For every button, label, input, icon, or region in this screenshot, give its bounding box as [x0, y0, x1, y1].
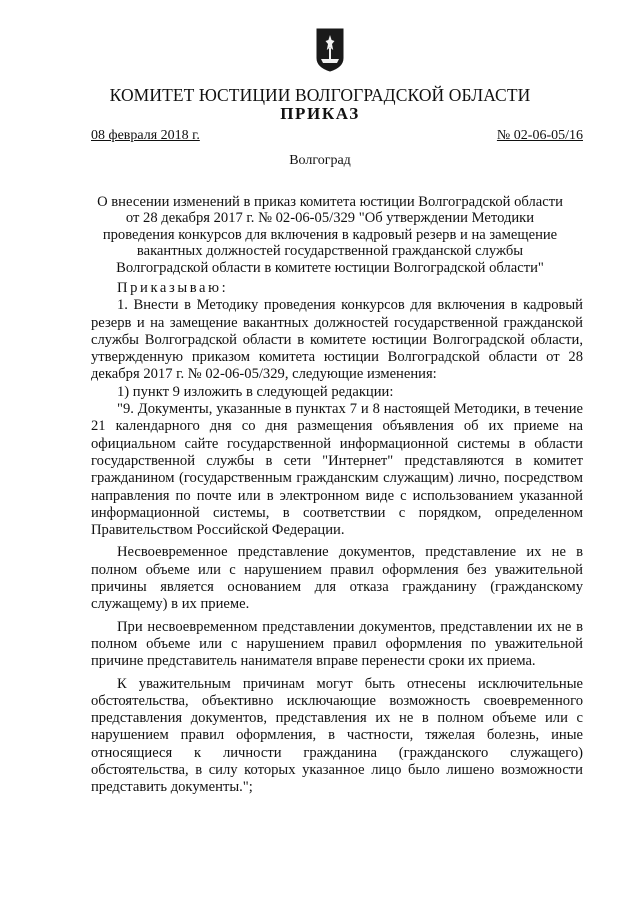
quote-paragraph: При несвоевременном представлении документов, представлении их не в полном объеме или с нарушением правил оформления по уважительной причине представитель нанимателя вправе перенести сроки их приема. — [91, 618, 583, 670]
quote-paragraph: Несвоевременное представление документов, представление их не в полном объеме или с нарушением правил оформления без уважительной причины является основанием для отказа гражданину (гражданскому служащему) в их приеме. — [91, 544, 583, 613]
quote-paragraph: "9. Документы, указанные в пунктах 7 и 8 настоящей Методики, в течение 21 календарного дня со дня размещения объявления об их приеме на официальном сайте государственной информационной системы в области государственной службы в сети "Интернет" представляются в комитет гражданином (государственным гражданским служащим) лично, посредством направления по почте или в электронном виде с использованием указанной информационной системы, в соответствии с порядком, определенном Правительством Российской Федерации. — [91, 401, 583, 539]
order-word: Приказываю: — [117, 280, 229, 296]
coat-of-arms-icon — [316, 28, 344, 72]
document-number: № 02-06-05/16 — [496, 128, 583, 143]
subject-line: от 28 декабря 2017 г. № 02-06-05/329 "Об утверждении Методики — [125, 210, 535, 227]
sub-item-1: 1) пункт 9 изложить в следующей редакции: — [117, 383, 394, 400]
item-1: 1. Внести в Методику проведения конкурсов для включения в кадровый резерв и на замещение вакантных должностей государственной гражданской службы Волгоградской области в комитете юстиции Волгоградской области, утвержденную приказом комитета юстиции Волгоградской области от 28 декабря 2017 г. № 02-06-05/329, следующие изменения: — [91, 297, 583, 383]
quote-paragraph: К уважительным причинам могут быть отнесены исключительные обстоятельства, объективно исключающие возможность своевременного представления документов, представления их не в полном объеме или с нарушением правил оформления, в частности, тяжелая болезнь, иные относящиеся к личности гражданина (гражданского служащего) обстоятельства, в силу которых указанное лицо было лишено возможности представить документы."; — [91, 675, 583, 796]
subject-line: О внесении изменений в приказ комитета юстиции Волгоградской области — [97, 194, 563, 210]
organization-name: КОМИТЕТ ЮСТИЦИИ ВОЛГОГРАДСКОЙ ОБЛАСТИ — [109, 85, 531, 105]
document-body — [91, 280, 583, 797]
subject-line: Волгоградской области в комитете юстиции Волгоградской области" — [116, 259, 544, 276]
subject-line: проведения конкурсов для включения в кадровый резерв и на замещение — [102, 226, 558, 243]
document-type: ПРИКАЗ — [280, 104, 360, 123]
subject-line: вакантных должностей государственной гражданской службы — [136, 243, 524, 260]
document-city: Волгоград — [289, 153, 351, 168]
document-subject — [80, 194, 580, 276]
document-date: 08 февраля 2018 г. — [91, 128, 200, 143]
